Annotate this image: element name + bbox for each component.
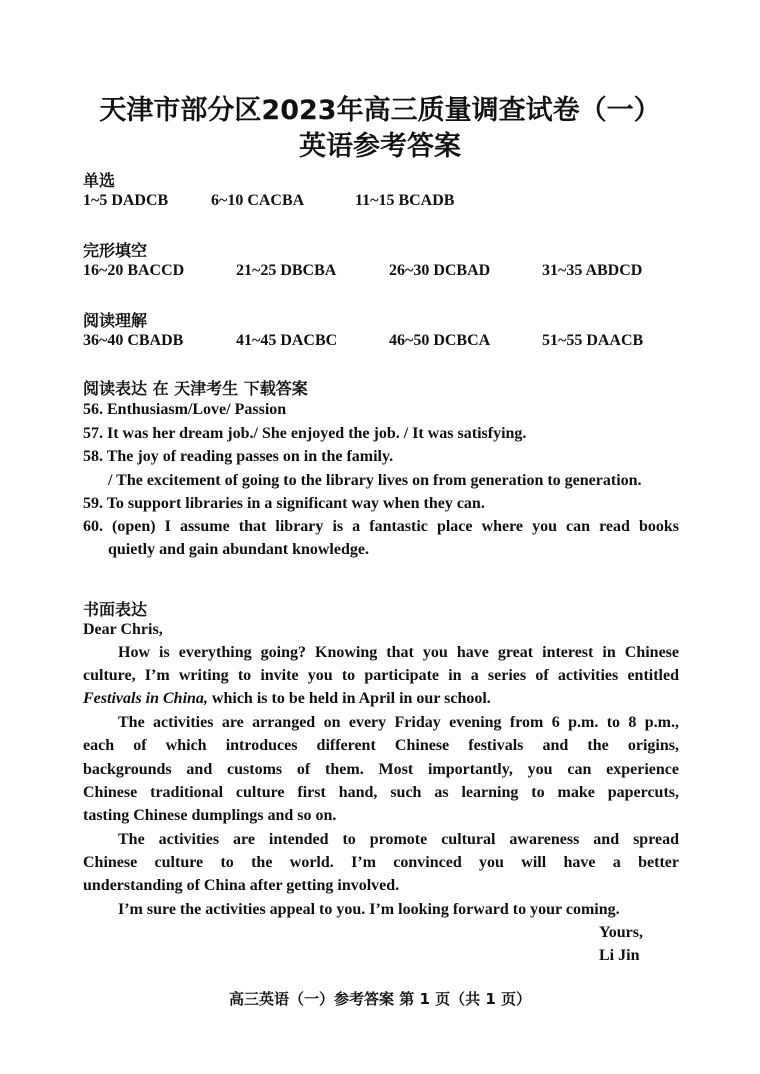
- answer-group: 41~45 DACBC: [236, 332, 338, 349]
- event-title: Festivals in China,: [83, 690, 208, 707]
- letter-line: Chinese traditional culture first hand, such as learning to make papercuts,: [83, 784, 679, 801]
- answer-line: 57. It was her dream job./ She enjoyed the job. / It was satisfying.: [83, 425, 527, 442]
- answer-group: 36~40 CBADB: [83, 332, 184, 349]
- letter-closing: Yours,: [599, 924, 644, 941]
- answer-group: 26~30 DCBAD: [389, 262, 491, 279]
- section-heading-cloze: 完形填空: [83, 241, 148, 260]
- page-footer: 高三英语（一）参考答案 第 1 页（共 1 页）: [229, 990, 531, 1008]
- letter-greeting: Dear Chris,: [83, 621, 163, 638]
- answer-line: 58. The joy of reading passes on in the family.: [83, 448, 394, 465]
- section-heading-reading: 阅读理解: [83, 311, 148, 330]
- answer-group: 21~25 DBCBA: [236, 262, 337, 279]
- letter-line-text: which is to be held in April in our school.: [211, 690, 491, 707]
- answer-group: 6~10 CACBA: [211, 192, 305, 209]
- answer-group: 1~5 DADCB: [83, 192, 169, 209]
- answer-group: 51~55 DAACB: [542, 332, 644, 349]
- letter-line: understanding of China after getting involved.: [83, 877, 400, 894]
- section-heading-writing: 书面表达: [83, 600, 148, 619]
- section-heading-single-choice: 单选: [83, 171, 116, 190]
- letter-line: The activities are intended to promote cultural awareness and spread: [118, 831, 679, 848]
- answer-line: / The excitement of going to the library lives on from generation to generation.: [108, 472, 642, 489]
- answer-line: quietly and gain abundant knowledge.: [108, 541, 369, 558]
- answer-group: 46~50 DCBCA: [389, 332, 491, 349]
- letter-line: tasting Chinese dumplings and so on.: [83, 807, 337, 824]
- page-title: 天津市部分区2023年高三质量调查试卷（一）: [99, 95, 661, 126]
- answer-group: 31~35 ABDCD: [542, 262, 643, 279]
- page-subtitle: 英语参考答案: [299, 131, 461, 162]
- letter-line: The activities are arranged on every Friday evening from 6 p.m. to 8 p.m.,: [118, 714, 679, 731]
- section-heading-reading-expression: 阅读表达 在 天津考生 下载答案: [83, 379, 308, 398]
- answer-group: 11~15 BCADB: [355, 192, 455, 209]
- letter-line: I’m sure the activities appeal to you. I’m looking forward to your coming.: [118, 901, 620, 918]
- letter-line: [83, 690, 679, 708]
- answer-line: 59. To support libraries in a significant way when they can.: [83, 495, 485, 512]
- answer-line: 60. (open) I assume that library is a fantastic place where you can read books: [83, 518, 679, 535]
- letter-signature: Li Jin: [599, 947, 640, 964]
- letter-line: each of which introduces different Chinese festivals and the origins,: [83, 737, 679, 754]
- answer-group: 16~20 BACCD: [83, 262, 185, 279]
- answer-line: 56. Enthusiasm/Love/ Passion: [83, 401, 287, 418]
- letter-line: culture, I’m writing to invite you to participate in a series of activities entitled: [83, 667, 679, 684]
- letter-line: How is everything going? Knowing that you have great interest in Chinese: [118, 644, 679, 661]
- letter-line: Chinese culture to the world. I’m convinced you will have a better: [83, 854, 679, 871]
- letter-line: backgrounds and customs of them. Most importantly, you can experience: [83, 761, 679, 778]
